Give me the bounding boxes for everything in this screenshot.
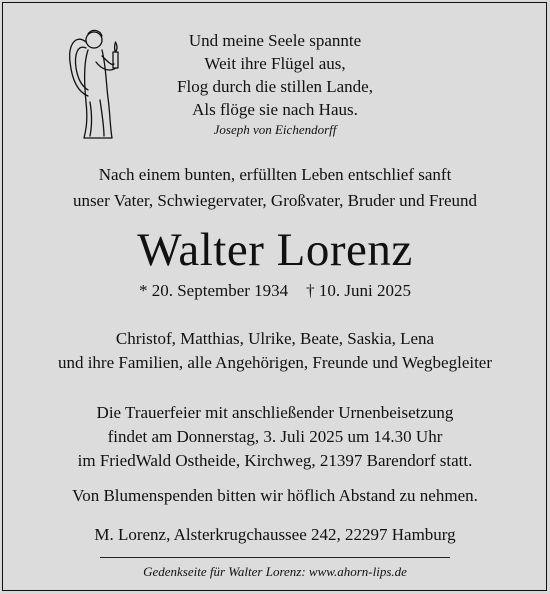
intro-line: unser Vater, Schwiegervater, Großvater, Bruder und Freund: [72, 191, 478, 210]
deceased-name: Walter Lorenz: [137, 224, 413, 276]
ceremony-info: [0, 401, 550, 473]
flower-request: Von Blumenspenden bitten wir höflich Abstand zu nehmen.: [72, 486, 478, 505]
family-mourners: [0, 327, 550, 375]
ceremony-line: findet am Donnerstag, 3. Juli 2025 um 14.30 Uhr: [107, 427, 443, 446]
death-date: † 10. Juni 2025: [306, 281, 412, 300]
intro-line: Nach einem bunten, erfüllten Leben entschlief sanft: [98, 165, 452, 184]
footer-divider: [100, 557, 450, 558]
life-dates: [0, 280, 550, 302]
memorial-page-link: Gedenkseite für Walter Lorenz: www.ahorn-lips.de: [143, 564, 407, 579]
contact-address: M. Lorenz, Alsterkrugchaussee 242, 22297 Hamburg: [94, 525, 456, 544]
poem-author: Joseph von Eichendorff: [213, 122, 337, 137]
poem-line: Und meine Seele spannte: [188, 31, 362, 50]
ceremony-line: Die Trauerfeier mit anschließender Urnenbeisetzung: [96, 403, 454, 422]
family-line: und ihre Familien, alle Angehörigen, Freunde und Wegbegleiter: [57, 353, 493, 372]
ceremony-line: im FriedWald Ostheide, Kirchweg, 21397 Barendorf statt.: [77, 451, 473, 470]
poem-line: Weit ihre Flügel aus,: [204, 54, 346, 73]
poem-line: Als flöge sie nach Haus.: [192, 100, 358, 119]
birth-date: * 20. September 1934: [138, 281, 289, 300]
family-line: Christof, Matthias, Ulrike, Beate, Saskia, Lena: [115, 329, 435, 348]
intro-text: [0, 162, 550, 214]
poem-line: Flog durch die stillen Lande,: [177, 77, 373, 96]
poem-quote: [150, 29, 400, 138]
angel-with-candle-icon: [66, 22, 134, 142]
